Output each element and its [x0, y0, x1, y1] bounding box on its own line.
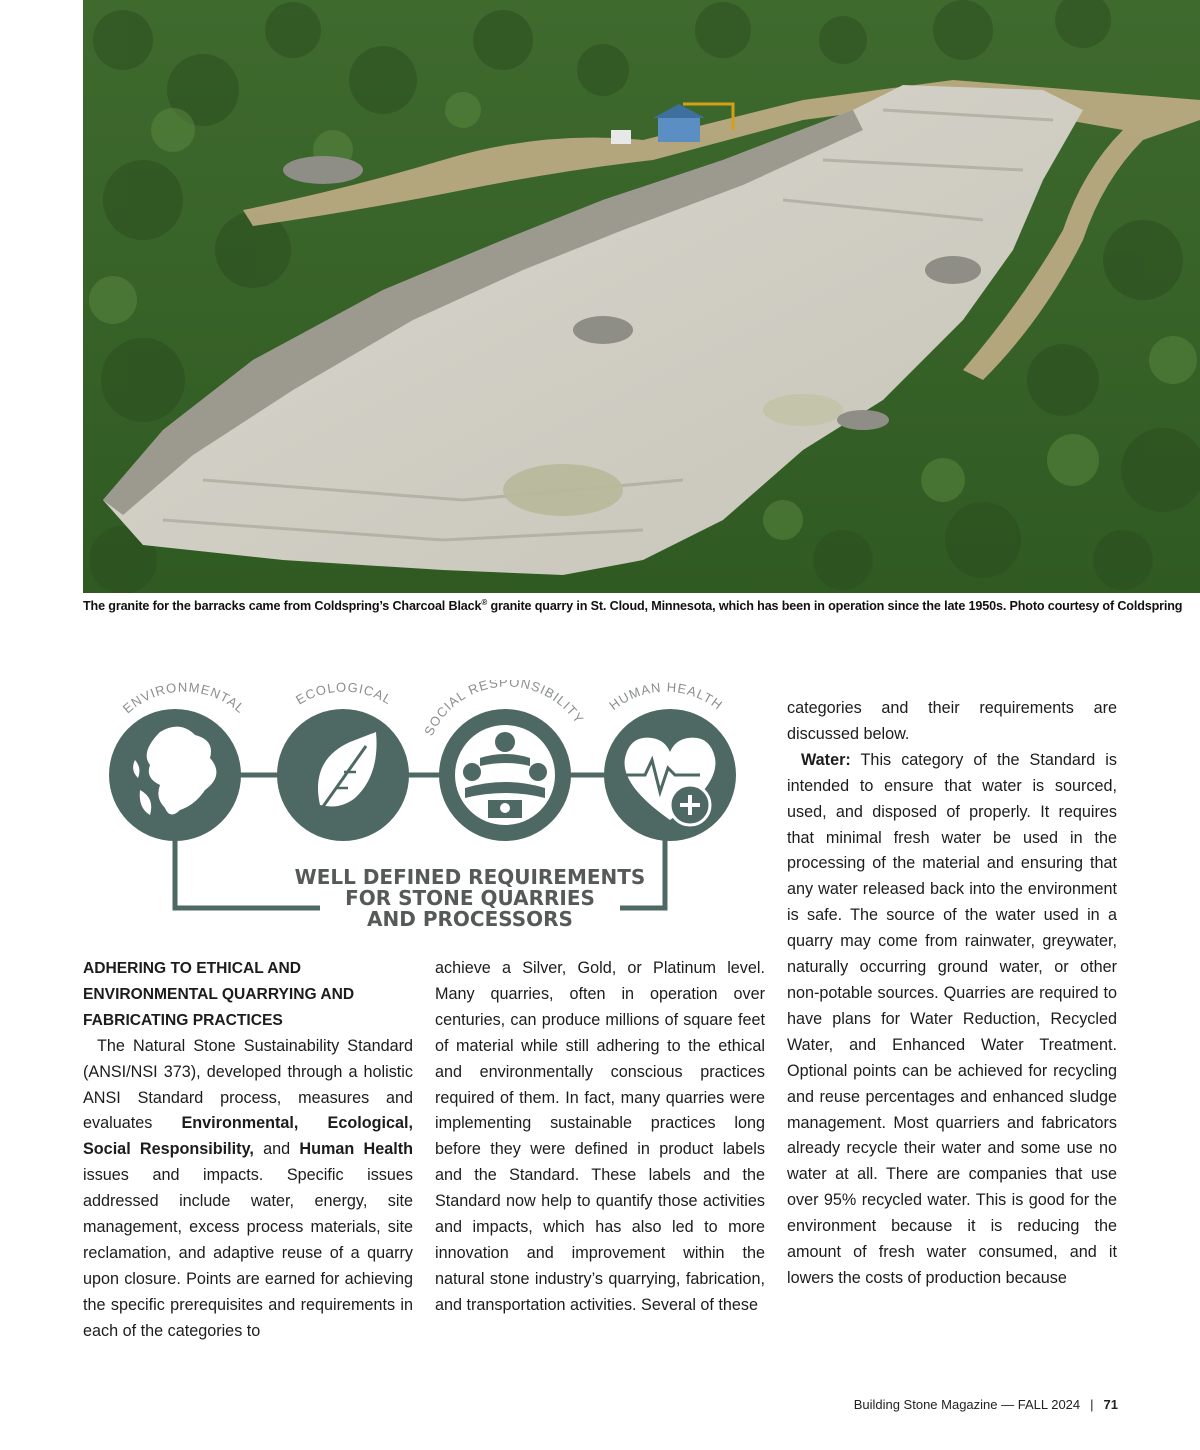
paragraph-lead: categories and their requirements are discussed below.	[787, 699, 1117, 743]
heart-health-icon	[604, 709, 736, 841]
water-label: Water:	[801, 750, 851, 769]
photo-caption	[83, 598, 1200, 613]
page-number: 71	[1103, 1397, 1118, 1412]
bold-categories: Environmental, Ecological, Social Responsibility,	[83, 1114, 413, 1159]
water-text: This category of the Standard is intended to ensure that water is sourced, used, and disposed of properly. It requires that minimal fresh water be used in the processing of the material and ensuring that any water released back into the environment is safe. The source of the water used in a quarry may come from rainwater, greywater, naturally occurring ground water, or other non-potable sources. Quarries are required to have plans for Water Reduction, Recycled Water, and Enhanced Water Treatment. Optional points can be achieved for recycling and reuse percentages and enhanced sludge management. Most quarriers and fabricators already recycle their water and some use no water at all. There are companies that use over 95% recycled water. This is good for the environment because it is reducing the amount of fresh water consumed, and it lowers the costs of production because	[787, 750, 1117, 1287]
section-heading: ADHERING TO ETHICAL AND ENVIRONMENTAL QUARRYING AND FABRICATING PRACTICES	[83, 960, 355, 1029]
article-column-1	[83, 956, 413, 1345]
leaf-icon	[277, 709, 409, 841]
intro-tail: issues and impacts. Specific issues addressed include water, energy, site management, excess process materials, site reclamation, and adaptive reuse of a quarry upon closure. Points are earned for achieving the specific prerequisites and requirements in each of the categories to	[83, 1166, 413, 1340]
footer-separator: |	[1090, 1397, 1094, 1412]
title-line-1: WELL DEFINED REQUIREMENTS	[294, 865, 646, 889]
people-circle-icon	[439, 709, 571, 841]
quarry-photo	[83, 0, 1200, 593]
paragraph-intro	[83, 1034, 413, 1345]
label-ecological: ECOLOGICAL	[293, 680, 395, 708]
bold-human-health: Human Health	[299, 1140, 413, 1159]
article-column-3	[787, 696, 1117, 1292]
sustainability-infographic	[100, 680, 750, 940]
paragraph-continued: achieve a Silver, Gold, or Platinum level. Many quarries, often in operation over centuries, can produce millions of square feet of material while still adhering to the ethical and environmentally conscious practices required of them. In fact, many quarries were implementing sustainable practices long before they were defined in product labels and the Standard. These labels and the Standard now help to quantify those activities and impacts, which has also led to more innovation and improvement within the natural stone industry’s quarrying, fabrication, and transportation activities. Several of these	[435, 959, 765, 1314]
registered-mark: ®	[481, 598, 488, 607]
connector-text: and	[253, 1140, 300, 1159]
title-line-2: FOR STONE QUARRIES	[345, 886, 595, 910]
label-environmental: ENVIRONMENTAL	[119, 680, 249, 717]
caption-rest: granite quarry in St. Cloud, Minnesota, which has been in operation since the late 1950s. Photo courtesy of Coldspring	[487, 599, 1183, 614]
label-human-health: HUMAN HEALTH	[606, 680, 726, 714]
article-column-2	[435, 956, 765, 1319]
caption-main: The granite for the barracks came from Coldspring’s Charcoal Black	[83, 599, 482, 614]
label-social-responsibility: SOCIAL RESPONSIBILITY	[421, 680, 588, 738]
globe-icon	[109, 709, 241, 841]
title-line-3: AND PROCESSORS	[367, 907, 573, 931]
intro-text: The Natural Stone Sustainability Standard (ANSI/NSI 373), developed through a holistic ANSI Standard process, measures and evaluates	[83, 1036, 413, 1133]
publication-name: Building Stone Magazine — FALL 2024	[853, 1397, 1081, 1412]
page-footer	[854, 1397, 1118, 1412]
paragraph-water	[787, 748, 1117, 1292]
